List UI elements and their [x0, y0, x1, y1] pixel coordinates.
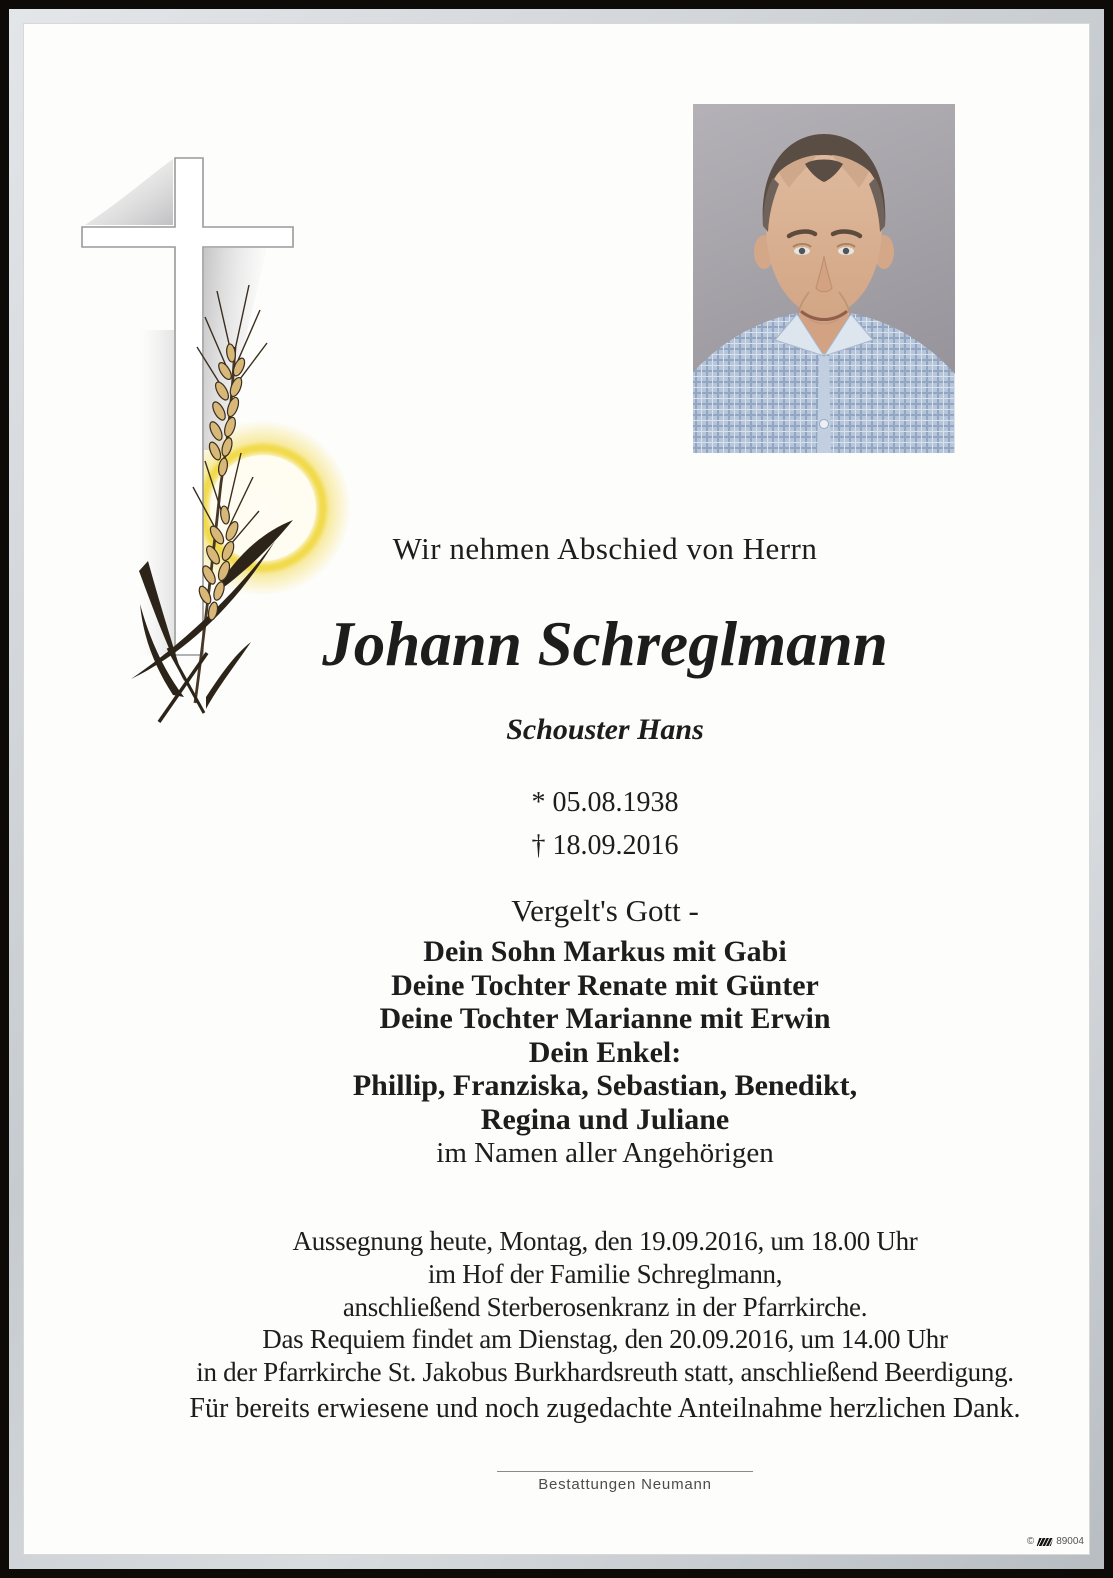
schedule-line: anschließend Sterberosenkranz in der Pfarrkirche.	[342, 1291, 868, 1322]
service-schedule	[23, 1225, 1090, 1389]
schedule-line: Aussegnung heute, Montag, den 19.09.2016, um 18.00 Uhr	[292, 1226, 918, 1256]
footer-divider	[497, 1471, 753, 1472]
copyright-symbol: ©	[1026, 1536, 1035, 1547]
schedule-line: Das Requiem findet am Dienstag, den 20.09.2016, um 14.00 Uhr	[262, 1324, 948, 1355]
family-line: Deine Tochter Renate mit Günter	[391, 968, 819, 1002]
obituary-card	[23, 23, 1090, 1555]
family-list	[23, 935, 1090, 1136]
family-line: Dein Sohn Markus mit Gabi	[423, 935, 787, 968]
life-dates	[23, 781, 1090, 867]
closing-line: im Namen aller Angehörigen	[436, 1137, 774, 1169]
schedule-line: in der Pfarrkirche St. Jakobus Burkhardsreuth statt, anschließend Beerdigung.	[196, 1357, 1014, 1388]
gratitude-line: Vergelt's Gott -	[511, 893, 699, 928]
thanks-line: Für bereits erwiesene und noch zugedachte Anteilnahme herzlichen Dank.	[189, 1393, 1021, 1424]
death-date: † 18.09.2016	[531, 830, 679, 861]
funeral-home-footer	[43, 1471, 1090, 1493]
house-name: Schouster Hans	[506, 713, 704, 746]
family-line: Deine Tochter Marianne mit Erwin	[379, 1002, 831, 1035]
family-line: Phillip, Franziska, Sebastian, Benedikt,	[352, 1069, 858, 1102]
print-code	[1027, 1536, 1084, 1547]
schedule-line: im Hof der Familie Schreglmann,	[427, 1258, 783, 1289]
deceased-name: Johann Schreglmann	[322, 609, 888, 679]
intro-line: Wir nehmen Abschied von Herrn	[392, 531, 818, 566]
family-line: Regina und Juliane	[480, 1102, 730, 1136]
birth-date: * 05.08.1938	[531, 787, 679, 818]
publisher-logo-icon	[1037, 1538, 1054, 1546]
silver-mat-frame	[9, 9, 1104, 1569]
funeral-home-name: Bestattungen Neumann	[538, 1476, 712, 1493]
portrait-photo	[693, 104, 955, 453]
family-line: Dein Enkel:	[528, 1035, 682, 1069]
print-code-number: 89004	[1056, 1536, 1084, 1547]
